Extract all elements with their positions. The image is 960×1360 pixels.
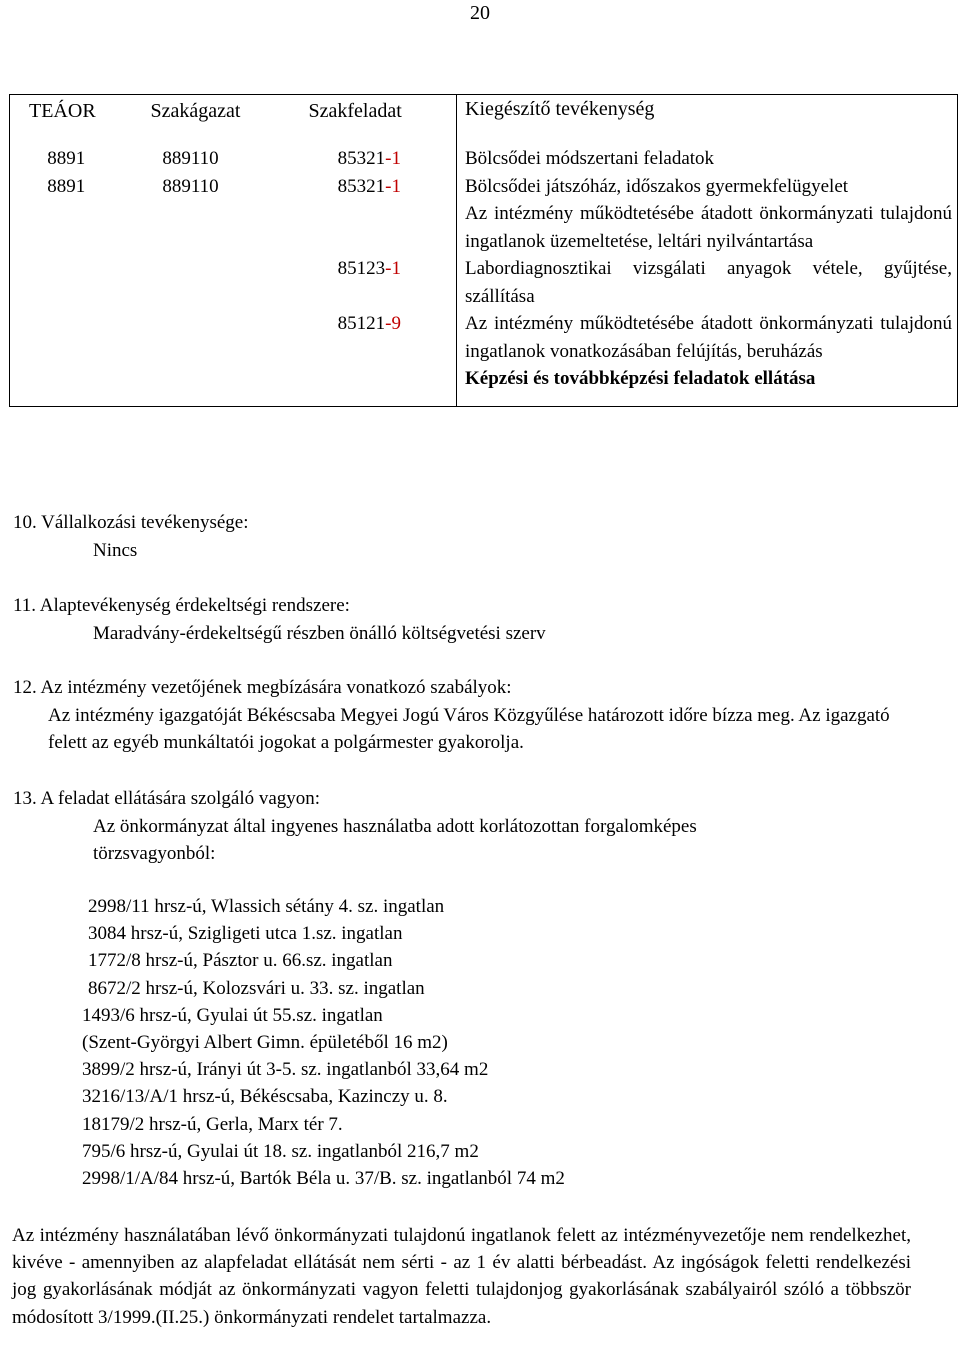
cell-teaor: 8891: [47, 148, 86, 169]
cell-teaor: [10, 255, 123, 310]
section-11-heading: 11. Alaptevékenység érdekeltségi rendszere:: [13, 595, 350, 616]
cell-szakagazat: [123, 255, 259, 310]
list-item: 2998/1/A/84 hrsz-ú, Bartók Béla u. 37/B. sz. ingatlanból 74 m2: [82, 1168, 565, 1190]
header-kiegeszito: Kiegészítő tevékenység: [457, 95, 958, 146]
szakfeladat-main: 85123: [337, 258, 386, 279]
header-szakfeladat: Szakfeladat: [308, 100, 402, 122]
section-12-heading: 12. Az intézmény vezetőjének megbízására vonatkozó szabályok:: [13, 677, 512, 698]
list-item: (Szent-Györgyi Albert Gimn. épületéből 16 m2): [82, 1032, 448, 1054]
section-13-body-line1: Az önkormányzat által ingyenes használatba adott korlátozottan forgalomképes: [93, 815, 697, 837]
cell-activity: Bölcsődei módszertani feladatok: [457, 145, 958, 173]
section-10-heading: 10. Vállalkozási tevékenysége:: [13, 512, 249, 533]
list-item: 18179/2 hrsz-ú, Gerla, Marx tér 7.: [82, 1113, 343, 1135]
szakfeladat-suffix: -1: [385, 148, 401, 169]
section-11-body: Maradvány-érdekeltségű részben önálló költségvetési szerv: [93, 622, 546, 644]
cell-teaor: [10, 365, 123, 406]
closing-paragraph: Az intézmény használatában lévő önkormányzati tulajdonú ingatlanok felett az intézményvezetője nem rendelkezhet, kivéve - amennyiben az alapfeladat ellátását nem sérti - az 1 év alatti bérbeadást. Az ingóságok feletti rendelkezési jog gyakorlásának módját az önkormányzati vagyon feletti tulajdonjog gyakorlásának szabályairól szóló a többször módosított 3/1999.(II.25.) önkormányzati rendelet tartalmazza.: [12, 1225, 911, 1328]
cell-teaor: [10, 310, 123, 365]
cell-szakfeladat: [259, 365, 457, 406]
table-row: [10, 365, 958, 406]
cell-szakagazat: [123, 365, 259, 406]
table-row: [10, 173, 958, 201]
header-szakagazat: Szakágazat: [150, 100, 241, 122]
cell-activity: Az intézmény működtetésébe átadott önkormányzati tulajdonú ingatlanok üzemeltetése, leltári nyilvántartása: [457, 200, 958, 255]
cell-activity: Bölcsődei játszóház, időszakos gyermekfelügyelet: [457, 173, 958, 201]
cell-szakfeladat: [259, 145, 457, 173]
cell-szakfeladat: [259, 200, 457, 255]
cell-activity: Képzési és továbbképzési feladatok ellátása: [457, 365, 958, 406]
section-11: [13, 592, 913, 647]
activity-table: [9, 94, 958, 407]
section-10-body: Nincs: [93, 539, 138, 561]
section-10: [13, 509, 913, 564]
list-item: 3216/13/A/1 hrsz-ú, Békéscsaba, Kazinczy u. 8.: [82, 1086, 448, 1108]
cell-szakagazat: 889110: [162, 175, 219, 197]
list-item: 3084 hrsz-ú, Szigligeti utca 1.sz. ingatlan: [88, 923, 403, 945]
cell-szakagazat: 889110: [162, 148, 219, 169]
list-item: 2998/11 hrsz-ú, Wlassich sétány 4. sz. ingatlan: [88, 896, 445, 917]
section-12-body: Az intézmény igazgatóját Békéscsaba Megyei Jogú Város Közgyűlése határozott időre bízza meg. Az igazgató felett az egyéb munkáltatói jogokat a polgármester gyakorolja.: [48, 704, 890, 753]
table-header-row: [10, 95, 958, 146]
section-12: [13, 674, 909, 757]
cell-activity: Labordiagnosztikai vizsgálati anyagok vétele, gyűjtése, szállítása: [457, 255, 958, 310]
szakfeladat-suffix: -1: [385, 258, 401, 279]
section-13-body-line2: törzsvagyonból:: [93, 843, 216, 864]
cell-szakfeladat: [259, 173, 457, 201]
szakfeladat-main: 85121: [337, 313, 386, 334]
property-list: [82, 893, 565, 1192]
cell-teaor: [10, 200, 123, 255]
cell-szakagazat: [123, 200, 259, 255]
szakfeladat-main: 85321: [337, 175, 386, 197]
cell-szakfeladat: [259, 310, 457, 365]
cell-szakfeladat: [259, 255, 457, 310]
list-item: 8672/2 hrsz-ú, Kolozsvári u. 33. sz. ingatlan: [88, 977, 425, 999]
section-13-heading: 13. A feladat ellátására szolgáló vagyon:: [13, 788, 321, 809]
cell-szakagazat: [123, 310, 259, 365]
szakfeladat-suffix: -9: [385, 313, 401, 334]
szakfeladat-main: 85321: [337, 148, 386, 169]
list-item: 1772/8 hrsz-ú, Pásztor u. 66.sz. ingatlan: [88, 950, 393, 972]
table-row: [10, 310, 958, 365]
table-row: [10, 200, 958, 255]
list-item: 1493/6 hrsz-ú, Gyulai út 55.sz. ingatlan: [82, 1004, 383, 1026]
table-row: [10, 145, 958, 173]
table-row: [10, 255, 958, 310]
cell-teaor: 8891: [47, 175, 86, 197]
section-13: [13, 785, 913, 868]
page-number: 20: [470, 2, 490, 24]
list-item: 795/6 hrsz-ú, Gyulai út 18. sz. ingatlanból 216,7 m2: [82, 1140, 479, 1162]
cell-activity: Az intézmény működtetésébe átadott önkormányzati tulajdonú ingatlanok vonatkozásában felújítás, beruházás: [457, 310, 958, 365]
szakfeladat-suffix: -1: [385, 175, 401, 197]
list-item: 3899/2 hrsz-ú, Irányi út 3-5. sz. ingatlanból 33,64 m2: [82, 1059, 489, 1081]
header-teaor: TEÁOR: [29, 100, 96, 122]
